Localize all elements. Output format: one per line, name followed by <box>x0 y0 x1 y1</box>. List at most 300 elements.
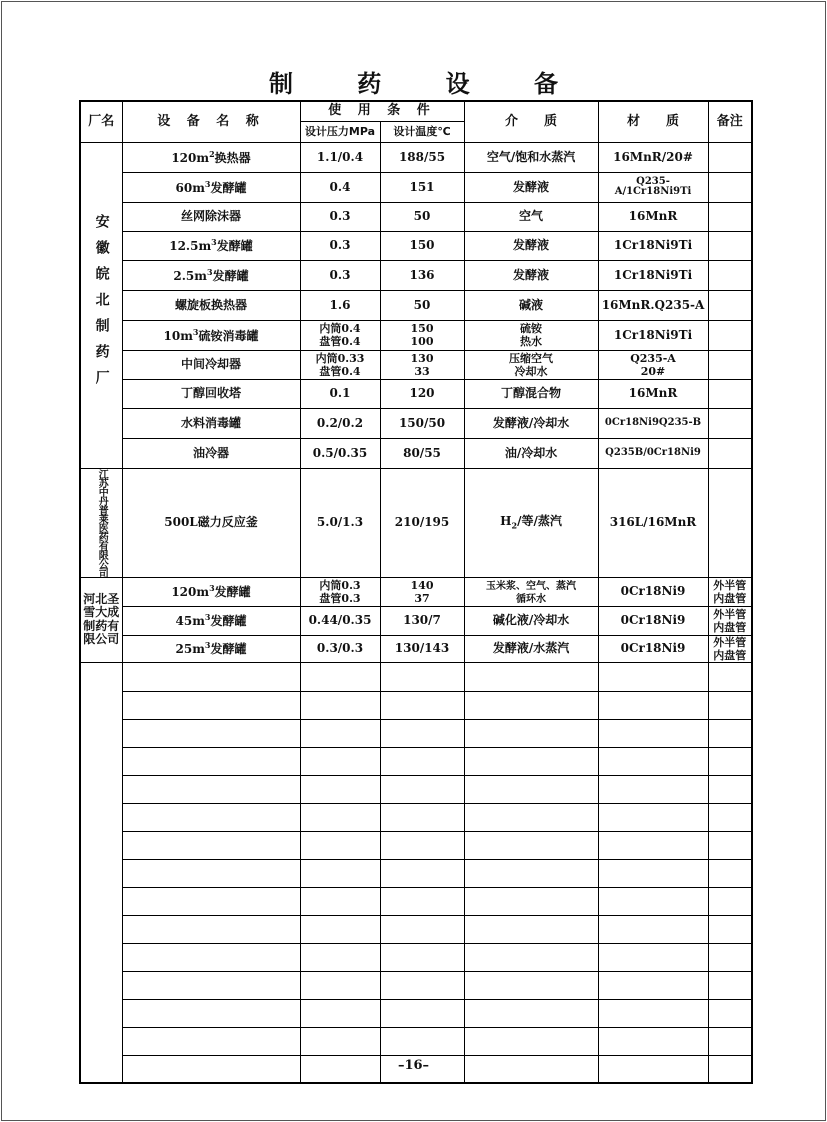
cell-text: 发酵液/水蒸汽 <box>492 641 570 656</box>
cell-text: 外半管 内盘管 <box>713 578 747 605</box>
material-cell <box>598 379 708 408</box>
equipment-cell <box>122 142 300 172</box>
unit-exponent: 2 <box>209 148 215 159</box>
table-row <box>80 379 752 408</box>
medium-cell <box>464 350 598 379</box>
factory-name-line: 限公司 <box>83 631 120 646</box>
empty-table-row <box>80 662 752 691</box>
equipment-name: 丝网除沫器 <box>180 209 241 224</box>
equipment-cell <box>122 320 300 350</box>
cell-text: 130/143 <box>394 641 450 656</box>
empty-cell <box>708 803 752 831</box>
equipment-name: 油冷器 <box>192 445 229 460</box>
table-row <box>80 438 752 468</box>
table-row <box>80 172 752 202</box>
cell-text: 0.4 <box>329 179 351 194</box>
cell-text: 0.1 <box>329 386 351 401</box>
cell-text: 发酵液/冷却水 <box>492 415 570 430</box>
document-page <box>1 1 826 1121</box>
equipment-cell <box>122 577 300 606</box>
cell-text: 16MnR <box>628 386 678 401</box>
pressure-cell <box>300 635 380 662</box>
empty-cell <box>122 691 300 719</box>
equipment-name-suffix: 发酵罐 <box>216 239 253 254</box>
cell-text: 188/55 <box>398 149 446 164</box>
table-row <box>80 635 752 662</box>
header-pressure: 设计压力MPa <box>300 121 380 142</box>
cell-text: 发酵液 <box>513 267 550 282</box>
medium-cell <box>464 320 598 350</box>
equipment-name: 120m <box>171 585 210 600</box>
empty-table-row <box>80 747 752 775</box>
material-cell <box>598 172 708 202</box>
empty-cell <box>122 831 300 859</box>
cell-text: 0.44/0.35 <box>308 613 372 628</box>
table-row <box>80 231 752 260</box>
empty-cell <box>300 915 380 943</box>
cell-text: 0.5/0.35 <box>312 445 368 460</box>
cell-text: 210/195 <box>394 515 450 530</box>
empty-table-row <box>80 803 752 831</box>
factory-name <box>81 593 122 646</box>
equipment-name: 中间冷却器 <box>180 357 241 372</box>
temperature-cell <box>380 468 464 577</box>
empty-cell <box>380 971 464 999</box>
pressure-cell <box>300 606 380 635</box>
empty-cell <box>300 803 380 831</box>
empty-cell <box>464 915 598 943</box>
cell-text: 0Cr18Ni9Q235-B <box>604 416 702 428</box>
cell-text: 内筒0.33 盘管0.4 <box>315 351 365 378</box>
material-cell <box>598 606 708 635</box>
equipment-cell <box>122 172 300 202</box>
equipment-name: 水料消毒罐 <box>180 415 241 430</box>
equipment-cell <box>122 202 300 231</box>
empty-cell <box>122 943 300 971</box>
cell-text: 发酵液 <box>513 238 550 253</box>
unit-exponent: 3 <box>211 237 217 248</box>
empty-cell <box>464 803 598 831</box>
material-cell <box>598 142 708 172</box>
cell-text: Q235B/0Cr18Ni9 <box>605 446 701 458</box>
table-body <box>80 142 752 1083</box>
empty-cell <box>708 775 752 803</box>
factory-name-line: 雪大成 <box>83 605 120 620</box>
empty-cell <box>464 775 598 803</box>
empty-cell <box>380 831 464 859</box>
factory-cell-empty <box>80 662 122 1083</box>
remarks-cell <box>708 606 752 635</box>
pressure-cell <box>300 438 380 468</box>
empty-cell <box>464 943 598 971</box>
empty-cell <box>380 719 464 747</box>
empty-cell <box>598 775 708 803</box>
factory-name: 江苏中丹普莱医药有限公司 <box>96 468 108 577</box>
empty-table-row <box>80 999 752 1027</box>
equipment-name: 丁醇回收塔 <box>180 386 241 401</box>
cell-text: 0.2/0.2 <box>316 415 364 430</box>
cell-text: 发酵液 <box>513 179 550 194</box>
cell-text: 5.0/1.3 <box>316 515 364 530</box>
cell-text: 丁醇混合物 <box>501 386 562 401</box>
empty-cell <box>300 887 380 915</box>
cell-text: 0.3 <box>329 209 351 224</box>
factory-name: 安徽皖北制药厂 <box>93 214 110 396</box>
empty-cell <box>598 662 708 691</box>
equipment-name-suffix: 发酵罐 <box>210 642 247 657</box>
equipment-name: 2.5m <box>173 268 207 283</box>
empty-table-row <box>80 1027 752 1055</box>
empty-cell <box>464 999 598 1027</box>
empty-cell <box>380 747 464 775</box>
equipment-cell <box>122 635 300 662</box>
table-row <box>80 142 752 172</box>
empty-table-row <box>80 915 752 943</box>
empty-cell <box>300 1027 380 1055</box>
remarks-cell <box>708 438 752 468</box>
table-row <box>80 290 752 320</box>
empty-cell <box>380 915 464 943</box>
cell-text: 136 <box>409 267 435 282</box>
equipment-name-suffix: 发酵罐 <box>210 180 247 195</box>
cell-text: 碱液 <box>519 297 544 312</box>
temperature-cell <box>380 260 464 290</box>
remarks-cell <box>708 350 752 379</box>
temperature-cell <box>380 635 464 662</box>
equipment-cell <box>122 290 300 320</box>
empty-cell <box>708 887 752 915</box>
cell-text: 0Cr18Ni9 <box>620 584 686 599</box>
unit-exponent: 3 <box>209 583 215 594</box>
medium-cell <box>464 231 598 260</box>
medium-cell <box>464 172 598 202</box>
medium-cell <box>464 260 598 290</box>
equipment-name-suffix: 硫铵消毒罐 <box>198 328 259 343</box>
header-medium: 介 质 <box>464 101 598 142</box>
cell-text: 玉米浆、空气、蒸汽 循环水 <box>486 580 577 605</box>
temperature-cell <box>380 438 464 468</box>
empty-cell <box>464 1027 598 1055</box>
page-title: 制 药 设 备 <box>268 70 587 98</box>
cell-text: 150 100 <box>410 322 434 348</box>
table-row <box>80 468 752 577</box>
remarks-cell <box>708 577 752 606</box>
empty-cell <box>122 887 300 915</box>
temperature-cell <box>380 231 464 260</box>
empty-cell <box>464 859 598 887</box>
empty-cell <box>598 747 708 775</box>
cell-text: 140 37 <box>410 578 434 605</box>
empty-cell <box>122 1027 300 1055</box>
temperature-cell <box>380 606 464 635</box>
equipment-name-suffix: 发酵罐 <box>212 268 249 283</box>
medium-cell <box>464 606 598 635</box>
empty-cell <box>380 775 464 803</box>
empty-cell <box>380 859 464 887</box>
empty-cell <box>300 999 380 1027</box>
equipment-cell <box>122 438 300 468</box>
temperature-cell <box>380 379 464 408</box>
cell-text: 1Cr18Ni9Ti <box>613 238 693 253</box>
remarks-cell <box>708 290 752 320</box>
table-row <box>80 260 752 290</box>
empty-cell <box>464 662 598 691</box>
header-factory: 厂名 <box>80 101 122 142</box>
empty-cell <box>122 719 300 747</box>
material-cell <box>598 468 708 577</box>
cell-text: 外半管 内盘管 <box>713 635 747 662</box>
unit-exponent: 3 <box>204 640 211 651</box>
medium-subscript: 2 <box>511 520 518 531</box>
empty-cell <box>598 943 708 971</box>
pressure-cell <box>300 202 380 231</box>
equipment-cell <box>122 260 300 290</box>
factory-cell <box>80 468 122 577</box>
cell-text: 1.6 <box>329 297 351 312</box>
equipment-name: 螺旋板换热器 <box>174 297 247 312</box>
remarks-cell <box>708 231 752 260</box>
empty-cell <box>380 943 464 971</box>
cell-text: 50 <box>413 209 431 224</box>
medium-cell <box>464 379 598 408</box>
empty-cell <box>300 943 380 971</box>
pressure-cell <box>300 468 380 577</box>
remarks-cell <box>708 142 752 172</box>
empty-cell <box>708 1027 752 1055</box>
remarks-cell <box>708 172 752 202</box>
empty-cell <box>598 719 708 747</box>
equipment-cell <box>122 379 300 408</box>
cell-text: 内筒0.3 盘管0.3 <box>319 578 361 605</box>
pressure-cell <box>300 350 380 379</box>
empty-cell <box>598 831 708 859</box>
empty-cell <box>300 971 380 999</box>
temperature-cell <box>380 408 464 438</box>
medium-cell <box>464 577 598 606</box>
medium-cell <box>464 142 598 172</box>
empty-cell <box>380 803 464 831</box>
material-cell <box>598 260 708 290</box>
pressure-cell <box>300 408 380 438</box>
equipment-cell <box>122 468 300 577</box>
material-cell <box>598 635 708 662</box>
pressure-cell <box>300 231 380 260</box>
medium-cell <box>464 202 598 231</box>
material-cell <box>598 350 708 379</box>
equipment-name: 60m <box>175 180 205 195</box>
table-row <box>80 320 752 350</box>
empty-cell <box>708 662 752 691</box>
equipment-cell <box>122 350 300 379</box>
equipment-name-suffix: 发酵罐 <box>214 585 251 600</box>
cell-text: 硫铵 热水 <box>520 322 543 348</box>
header-equipment: 设 备 名 称 <box>122 101 300 142</box>
cell-text: 316L/16MnR <box>609 515 697 530</box>
table-row <box>80 606 752 635</box>
temperature-cell <box>380 142 464 172</box>
empty-cell <box>464 831 598 859</box>
page-number: –16– <box>397 1058 430 1073</box>
empty-cell <box>598 859 708 887</box>
empty-cell <box>598 803 708 831</box>
empty-cell <box>122 803 300 831</box>
cell-text: 130 33 <box>410 351 434 378</box>
material-cell <box>598 231 708 260</box>
empty-cell <box>300 719 380 747</box>
remarks-cell <box>708 635 752 662</box>
table-row <box>80 350 752 379</box>
equipment-cell <box>122 408 300 438</box>
cell-text: 1Cr18Ni9Ti <box>613 267 693 282</box>
equipment-name: 120m <box>171 150 210 165</box>
equipment-cell <box>122 606 300 635</box>
empty-table-row <box>80 775 752 803</box>
pressure-cell <box>300 379 380 408</box>
empty-cell <box>300 662 380 691</box>
equipment-name-suffix: 发酵罐 <box>210 614 247 629</box>
empty-cell <box>708 747 752 775</box>
equipment-table <box>79 100 753 1084</box>
header-remarks: 备注 <box>708 101 752 142</box>
empty-cell <box>380 691 464 719</box>
empty-cell <box>708 943 752 971</box>
empty-cell <box>708 971 752 999</box>
material-cell <box>598 577 708 606</box>
equipment-name-suffix: 换热器 <box>214 150 251 165</box>
remarks-cell <box>708 320 752 350</box>
cell-text: 16MnR/20# <box>613 149 693 164</box>
cell-text: 151 <box>409 179 435 194</box>
empty-cell <box>300 859 380 887</box>
table-row <box>80 577 752 606</box>
empty-cell <box>300 775 380 803</box>
cell-text: 150/50 <box>398 415 446 430</box>
material-cell <box>598 290 708 320</box>
empty-cell <box>598 915 708 943</box>
empty-table-row <box>80 691 752 719</box>
cell-text: 50 <box>413 297 431 312</box>
cell-text: 1.1/0.4 <box>316 149 364 164</box>
cell-text: 0.3/0.3 <box>316 641 364 656</box>
pressure-cell <box>300 172 380 202</box>
pressure-cell <box>300 260 380 290</box>
empty-cell <box>300 747 380 775</box>
empty-cell <box>708 831 752 859</box>
empty-cell <box>598 887 708 915</box>
empty-table-row <box>80 971 752 999</box>
medium-formula: H <box>500 514 512 529</box>
medium-cell <box>464 408 598 438</box>
medium-cell <box>464 468 598 577</box>
cell-text: 150 <box>409 238 435 253</box>
empty-cell <box>122 999 300 1027</box>
medium-text: /等/蒸汽 <box>517 514 562 529</box>
unit-exponent: 3 <box>192 326 199 337</box>
cell-text: 空气 <box>519 209 544 224</box>
factory-name-line: 河北圣 <box>83 592 120 607</box>
remarks-cell <box>708 468 752 577</box>
empty-cell <box>598 971 708 999</box>
equipment-name: 500L磁力反应釜 <box>164 515 258 530</box>
cell-text: 130/7 <box>403 613 441 628</box>
cell-text: 油/冷却水 <box>504 445 558 460</box>
empty-cell <box>708 691 752 719</box>
empty-cell <box>464 747 598 775</box>
pressure-cell <box>300 320 380 350</box>
material-cell <box>598 408 708 438</box>
pressure-cell <box>300 577 380 606</box>
empty-cell <box>598 999 708 1027</box>
empty-cell <box>300 691 380 719</box>
temperature-cell <box>380 577 464 606</box>
empty-cell <box>122 775 300 803</box>
empty-table-row <box>80 859 752 887</box>
empty-cell <box>122 859 300 887</box>
medium-cell <box>464 438 598 468</box>
cell-text: 80/55 <box>403 445 441 460</box>
material-cell <box>598 320 708 350</box>
empty-cell <box>464 971 598 999</box>
empty-cell <box>464 691 598 719</box>
temperature-cell <box>380 290 464 320</box>
factory-name-line: 制药有 <box>83 618 120 633</box>
pressure-cell <box>300 142 380 172</box>
equipment-cell <box>122 231 300 260</box>
empty-cell <box>380 662 464 691</box>
empty-cell <box>464 719 598 747</box>
remarks-cell <box>708 260 752 290</box>
temperature-cell <box>380 320 464 350</box>
header-material: 材 质 <box>598 101 708 142</box>
material-cell <box>598 202 708 231</box>
medium-cell <box>464 290 598 320</box>
empty-table-row <box>80 943 752 971</box>
empty-cell <box>380 887 464 915</box>
cell-text: 120 <box>409 386 435 401</box>
remarks-cell <box>708 379 752 408</box>
cell-text: 空气/饱和水蒸汽 <box>486 149 576 164</box>
temperature-cell <box>380 172 464 202</box>
material-cell <box>598 438 708 468</box>
cell-text: 压缩空气 冷却水 <box>509 351 554 378</box>
empty-cell <box>708 915 752 943</box>
equipment-name: 10m <box>163 328 193 343</box>
cell-text: 0.3 <box>329 267 351 282</box>
empty-cell <box>598 1027 708 1055</box>
cell-text: 碱化液/冷却水 <box>492 613 570 628</box>
cell-text: 0Cr18Ni9 <box>620 613 686 628</box>
remarks-cell <box>708 202 752 231</box>
empty-cell <box>122 971 300 999</box>
header-conditions: 使 用 条 件 <box>300 101 464 121</box>
empty-cell <box>122 747 300 775</box>
empty-cell <box>300 831 380 859</box>
cell-text: 1Cr18Ni9Ti <box>613 327 693 342</box>
cell-text: 16MnR <box>628 209 678 224</box>
empty-cell <box>708 719 752 747</box>
temperature-cell <box>380 350 464 379</box>
remarks-cell <box>708 408 752 438</box>
cell-text: 0.3 <box>329 238 351 253</box>
empty-cell <box>380 1027 464 1055</box>
table-row <box>80 202 752 231</box>
equipment-name: 45m <box>175 614 205 629</box>
factory-cell <box>80 142 122 468</box>
empty-table-row <box>80 831 752 859</box>
table-row <box>80 408 752 438</box>
unit-exponent: 3 <box>206 266 213 277</box>
factory-cell <box>80 577 122 662</box>
